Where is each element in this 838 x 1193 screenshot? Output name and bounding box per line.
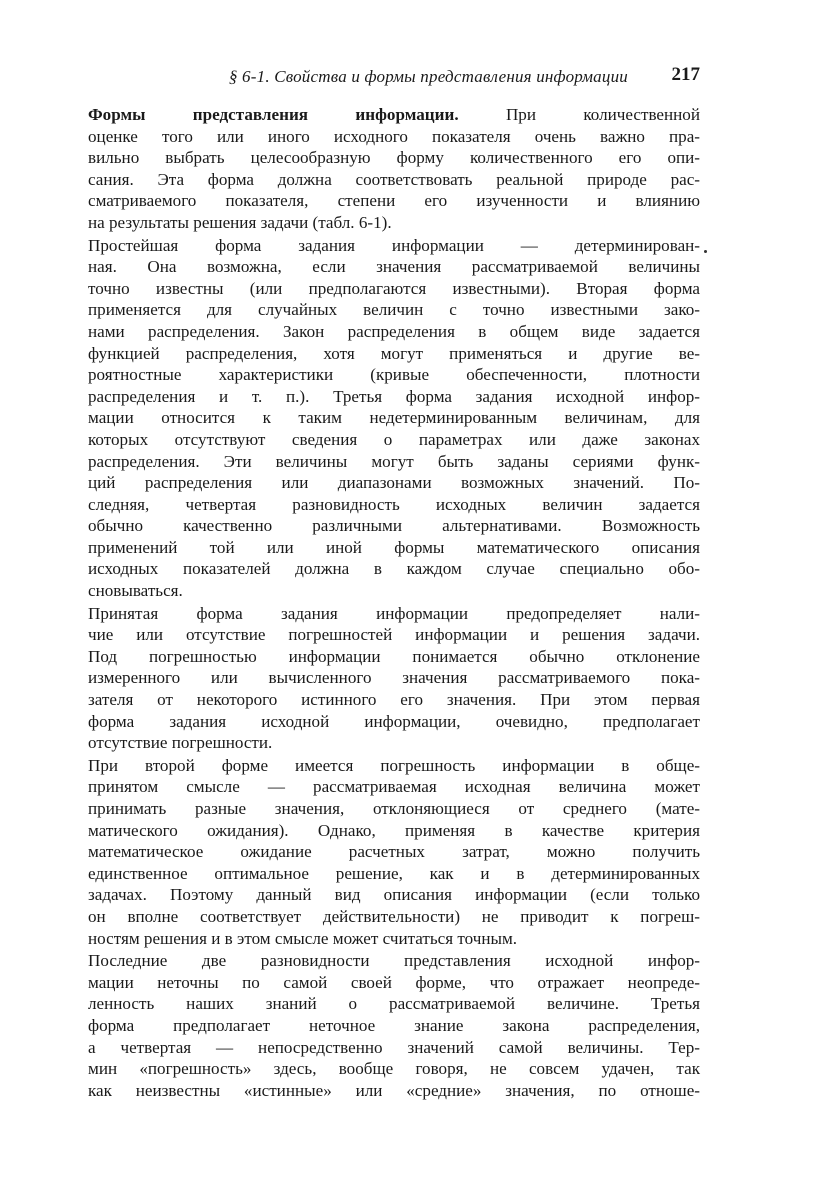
text-line: чие или отсутствие погрешностей информации и решения задачи.	[88, 625, 700, 645]
text-line: нами распределения. Закон распределения в общем виде задается	[88, 321, 700, 341]
text-line-run: При количественной	[458, 105, 700, 124]
paragraph-forms-of-information	[88, 104, 700, 234]
paragraph-second-form	[88, 755, 700, 949]
text-line: точно известны (или предполагаются известными). Вторая форма	[88, 278, 700, 298]
text-line: мации неточны по самой своей форме, что отражает неопреде-	[88, 972, 700, 992]
text-line: единственное оптимальное решение, как и в детерминированных	[88, 863, 700, 883]
text-line: математическое ожидание расчетных затрат, можно получить	[88, 842, 700, 862]
text-line: сновываться.	[88, 581, 183, 601]
text-line: мации относится к таким недетерминированным величинам, для	[88, 408, 700, 428]
print-speck	[704, 250, 707, 253]
text-line: следняя, четвертая разновидность исходных величин задается	[88, 494, 700, 514]
text-line: функцией распределения, хотя могут применяться и другие ве-	[88, 343, 700, 363]
text-line: распределения. Эти величины могут быть заданы сериями функ-	[88, 451, 700, 471]
running-head-title: § 6-1. Свойства и формы представления информации	[228, 67, 628, 86]
text-line: роятностные характеристики (кривые обеспеченности, плотности	[88, 365, 700, 385]
text-line: распределения и т. п.). Третья форма задания исходной инфор-	[88, 386, 700, 406]
text-line-run: Простейшая форма задания информации — детерминирован-	[88, 235, 700, 255]
text-line: а четвертая — непосредственно значений самой величины. Тер-	[88, 1037, 700, 1057]
text-line	[88, 104, 700, 126]
text-line: Последние две разновидности представления исходной инфор-	[88, 951, 700, 971]
text-line: вильно выбрать целесообразную форму количественного его опи-	[88, 148, 700, 168]
text-line: применяется для случайных величин с точно известными зако-	[88, 300, 700, 320]
running-head	[88, 62, 700, 92]
text-line: ленность наших знаний о рассматриваемой величине. Третья	[88, 994, 700, 1014]
text-line: сания. Эта форма должна соответствовать реальной природе рас-	[88, 169, 700, 189]
text-line: измеренного или вычисленного значения рассматриваемого пока-	[88, 668, 700, 688]
text-line	[88, 235, 700, 257]
paragraph-accepted-form	[88, 603, 700, 754]
paragraph-simplest-form	[88, 235, 700, 602]
text-line: он вполне соответствует действительности) не приводит к погреш-	[88, 906, 700, 926]
text-line: форма задания исходной информации, очевидно, предполагает	[88, 711, 700, 731]
text-line: При второй форме имеется погрешность информации в обще-	[88, 755, 700, 775]
book-page	[88, 62, 700, 1101]
text-line: мин «погрешность» здесь, вообще говоря, не совсем удачен, так	[88, 1059, 700, 1079]
paragraph-last-two-forms	[88, 950, 700, 1101]
section-run-in-heading: Формы представления информации.	[88, 105, 459, 124]
page-number: 217	[671, 64, 700, 85]
text-line: отсутствие погрешности.	[88, 733, 273, 753]
text-line: на результаты решения задачи (табл. 6-1).	[88, 212, 392, 232]
text-line: ностям решения и в этом смысле может считаться точным.	[88, 928, 518, 948]
text-line: принятом смысле — рассматриваемая исходная величина может	[88, 777, 700, 797]
text-line: Под погрешностью информации понимается обычно отклонение	[88, 646, 700, 666]
text-line: форма предполагает неточное знание закона распределения,	[88, 1015, 700, 1035]
body-text	[88, 104, 700, 1101]
text-line: сматриваемого показателя, степени его изученности и влиянию	[88, 191, 700, 211]
text-line: Принятая форма задания информации предопределяет нали-	[88, 603, 700, 623]
text-line: как неизвестны «истинные» или «средние» значения, по отноше-	[88, 1080, 700, 1100]
text-line: задачах. Поэтому данный вид описания информации (если только	[88, 885, 700, 905]
text-line: матического ожидания). Однако, применяя в качестве критерия	[88, 820, 700, 840]
text-line: обычно качественно различными альтернативами. Возможность	[88, 516, 700, 536]
text-line: ций распределения или диапазонами возможных значений. По-	[88, 473, 700, 493]
text-line: которых отсутствуют сведения о параметрах или даже законах	[88, 429, 700, 449]
text-line: принимать разные значения, отклоняющиеся от среднего (мате-	[88, 799, 700, 818]
text-line: применений той или иной формы математического описания	[88, 537, 700, 557]
text-line: зателя от некоторого истинного его значения. При этом первая	[88, 690, 700, 710]
text-line: исходных показателей должна в каждом случае специально обо-	[88, 559, 700, 579]
text-line: ная. Она возможна, если значения рассматриваемой величины	[88, 257, 700, 277]
text-line: оценке того или иного исходного показателя очень важно пра-	[88, 126, 700, 146]
